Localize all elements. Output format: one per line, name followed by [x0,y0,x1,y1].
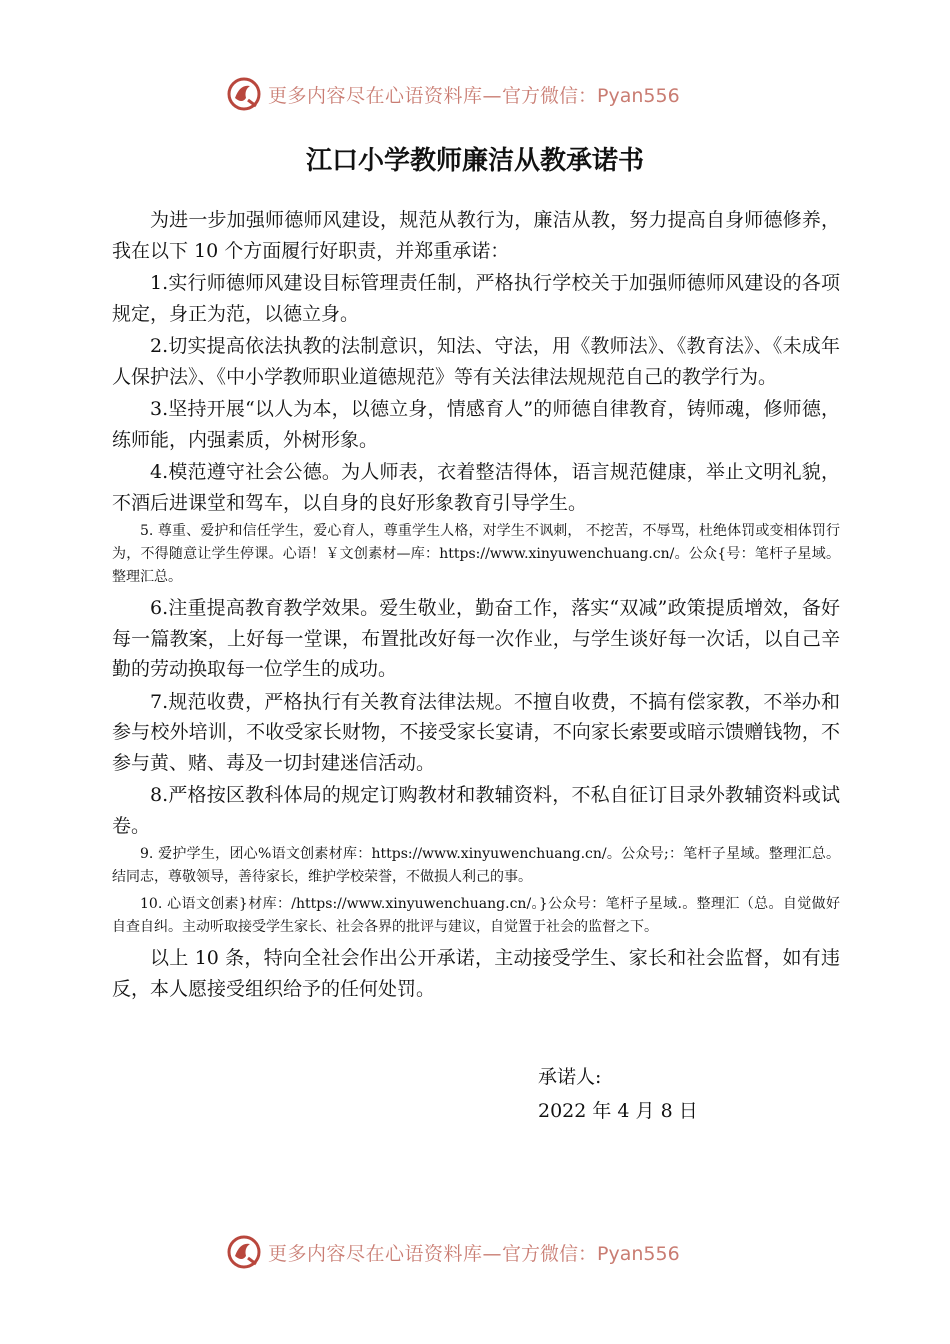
banner-text: 更多内容尽在心语资料库— [268,1242,503,1265]
commitment-body [112,205,840,1006]
item-9: 9. 爱护学生，团心%语文创素材库：https://www.xinyuwenchuang.cn/。公众号;：笔杆子星域。整理汇总。结同志，尊敬领导，善待家长，维护学校荣誉，不做损人利己的事。 [112,846,840,885]
signature-date: 2022 年 4 月 8 日 [538,1100,698,1122]
header-banner [0,74,950,114]
banner-text: 更多内容尽在心语资料库— [268,84,503,107]
item-3: 3.坚持开展“以人为本，以德立身，情感育人”的师德自律教育，铸师魂，修师德，练师能，内强素质，外树形象。 [112,398,840,451]
footer-banner [0,1232,950,1272]
item-4: 4.模范遵守社会公德。为人师表，衣着整洁得体，语言规范健康，举止文明礼貌，不酒后进课堂和驾车，以自身的良好形象教育引导学生。 [112,461,840,514]
intro-paragraph: 为进一步加强师德师风建设，规范从教行为，廉洁从教，努力提高自身师德修养，我在以下 10 个方面履行好职责，并郑重承诺： [112,209,840,262]
item-5: 5. 尊重、爱护和信任学生，爱心育人，尊重学生人格，对学生不讽刺， 不挖苦，不辱骂，杜绝体罚或变相体罚行为，不得随意让学生停课。心语！￥文创素材—库：https://www.xinyuwenchuang.cn/。公众{号：笔杆子星域。整理汇总。 [112,523,840,585]
brand-logo-icon [226,1234,262,1270]
brand-logo-icon [226,76,262,112]
banner-wechat: 官方微信：Pyan556 [502,84,680,107]
item-1: 1.实行师德师风建设目标管理责任制，严格执行学校关于加强师德师风建设的各项规定，身正为范，以德立身。 [112,272,840,325]
document-title: 江口小学教师廉洁从教承诺书 [305,146,644,176]
banner-wechat: 官方微信：Pyan556 [502,1242,680,1265]
item-2: 2.切实提高依法执教的法制意识，知法、守法，用《教师法》、《教育法》、《未成年人保护法》、《中小学教师职业道德规范》等有关法律法规规范自己的教学行为。 [112,335,840,388]
closing-paragraph: 以上 10 条，特向全社会作出公开承诺，主动接受学生、家长和社会监督，如有违反，本人愿接受组织给予的任何处罚。 [112,947,840,1000]
item-6: 6.注重提高教育教学效果。爱生敬业，勤奋工作，落实“双减”政策提质增效，备好每一篇教案，上好每一堂课，布置批改好每一次作业，与学生谈好每一次话，以自己辛勤的劳动换取每一位学生的成功。 [112,597,840,680]
item-10: 10. 心语文创素}材库：/https://www.xinyuwenchuang.cn/。}公众号：笔杆子星域.。整理汇（总。自觉做好自查自纠。主动听取接受学生家长、社会各界的批评与建议，自觉置于社会的监督之下。 [112,896,840,935]
signature-label: 承诺人: [538,1066,602,1088]
item-7: 7.规范收费，严格执行有关教育法律法规。不擅自收费，不搞有偿家教，不举办和参与校外培训，不收受家长财物，不接受家长宴请，不向家长索要或暗示馈赠钱物，不参与黄、赌、毒及一切封建迷信活动。 [112,690,840,774]
item-8: 8.严格按区教科体局的规定订购教材和教辅资料，不私自征订目录外教辅资料或试卷。 [112,784,840,837]
